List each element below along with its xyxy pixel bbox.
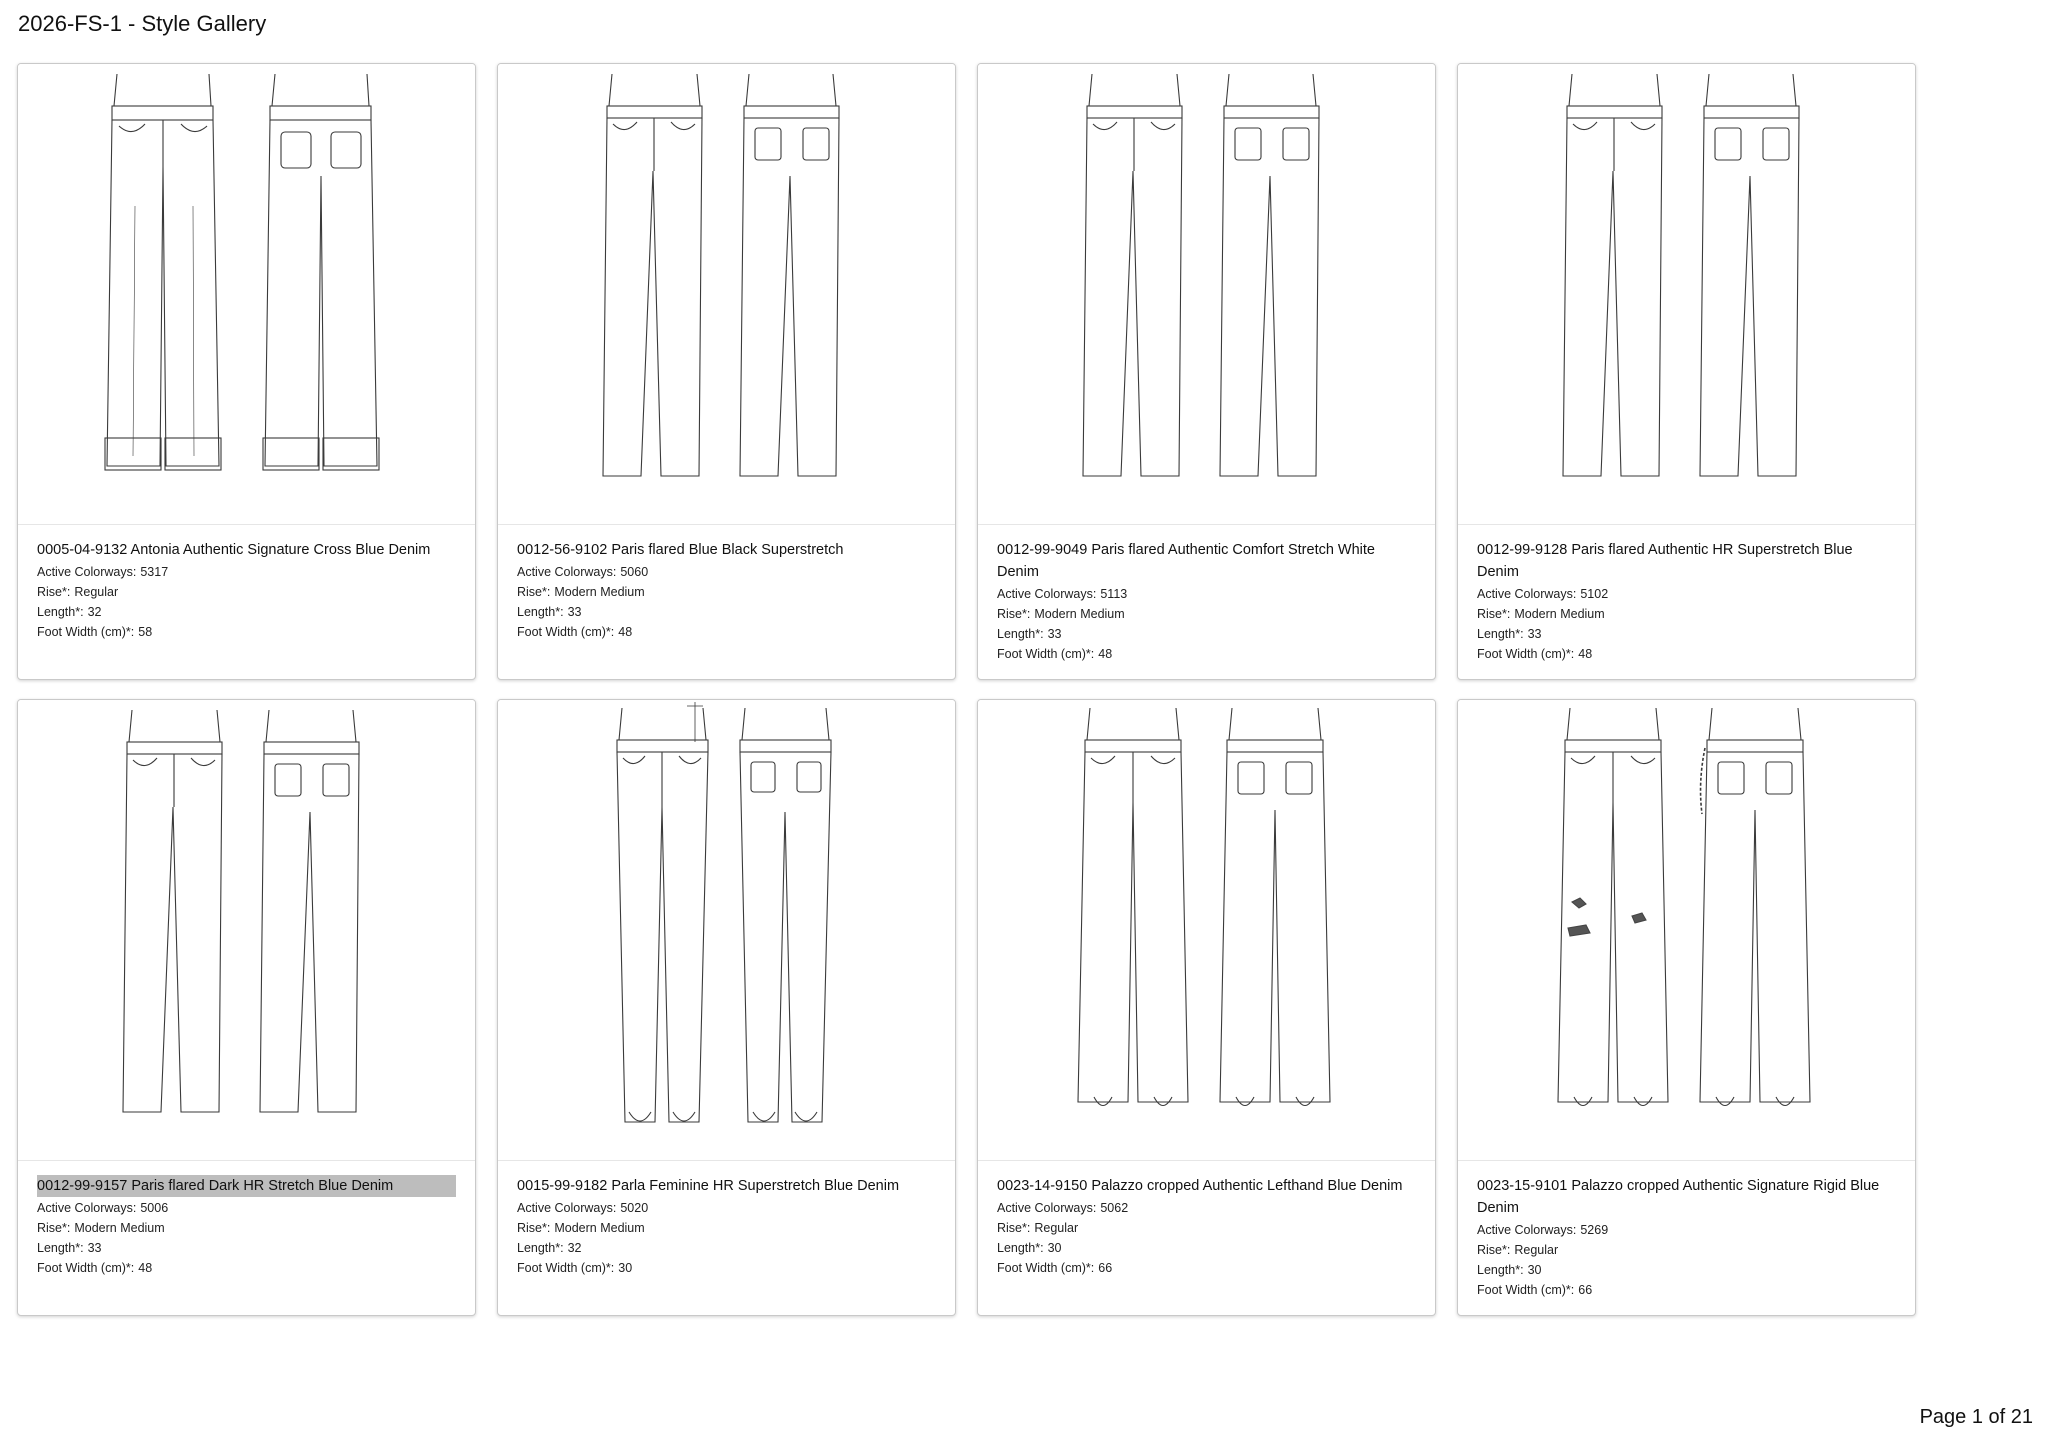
rise-label: Rise*:	[1477, 1243, 1511, 1257]
colorways-row	[517, 562, 936, 582]
style-card[interactable]	[497, 63, 956, 680]
length-label: Length*:	[517, 605, 564, 619]
flared-jeans-sketch	[117, 702, 377, 1158]
style-title[interactable]: 0015-99-9182 Parla Feminine HR Superstretch Blue Denim	[517, 1178, 900, 1194]
colorways-row	[997, 584, 1416, 604]
colorways-value: 5060	[620, 565, 649, 579]
colorways-value: 5006	[140, 1201, 169, 1215]
length-label: Length*:	[37, 605, 84, 619]
style-image[interactable]	[18, 700, 475, 1161]
back-view	[1220, 74, 1319, 476]
rise-row	[37, 582, 456, 602]
style-gallery-grid	[17, 63, 1916, 1316]
foot-width-label: Foot Width (cm)*:	[997, 1261, 1095, 1275]
length-row	[37, 1238, 456, 1258]
foot-width-label: Foot Width (cm)*:	[37, 625, 135, 639]
rise-row	[997, 604, 1416, 624]
length-row	[997, 624, 1416, 644]
colorways-row	[1477, 584, 1896, 604]
rise-row	[517, 582, 936, 602]
foot-width-row	[997, 1258, 1416, 1278]
front-view	[1558, 708, 1668, 1106]
length-label: Length*:	[1477, 1263, 1524, 1277]
length-label: Length*:	[37, 1241, 84, 1255]
colorways-value: 5269	[1580, 1223, 1609, 1237]
rise-value: Modern Medium	[74, 1221, 165, 1235]
rise-row	[1477, 604, 1896, 624]
style-image[interactable]	[978, 64, 1435, 525]
length-label: Length*:	[997, 627, 1044, 641]
style-image[interactable]	[498, 64, 955, 525]
length-row	[1477, 1260, 1896, 1280]
colorways-value: 5020	[620, 1201, 649, 1215]
style-card[interactable]	[497, 699, 956, 1316]
foot-width-row	[37, 1258, 456, 1278]
front-view	[1563, 74, 1662, 476]
back-view	[1700, 74, 1799, 476]
rise-value: Modern Medium	[554, 1221, 645, 1235]
length-row	[517, 1238, 936, 1258]
length-value: 33	[1527, 627, 1542, 641]
foot-width-label: Foot Width (cm)*:	[517, 625, 615, 639]
wide-cuffed-jeans-sketch	[97, 66, 397, 522]
colorways-label: Active Colorways:	[997, 1201, 1097, 1215]
colorways-label: Active Colorways:	[997, 587, 1097, 601]
style-card[interactable]	[17, 699, 476, 1316]
colorways-value: 5113	[1100, 587, 1128, 601]
length-value: 33	[567, 605, 582, 619]
length-value: 32	[567, 1241, 582, 1255]
style-info	[978, 1161, 1435, 1278]
foot-width-row	[997, 644, 1416, 664]
page-title: 2026-FS-1 - Style Gallery	[18, 11, 267, 36]
colorways-label: Active Colorways:	[1477, 1223, 1577, 1237]
foot-width-value: 48	[1578, 647, 1593, 661]
front-view	[617, 702, 708, 1122]
colorways-label: Active Colorways:	[517, 565, 617, 579]
foot-width-label: Foot Width (cm)*:	[517, 1261, 615, 1275]
foot-width-value: 66	[1578, 1283, 1593, 1297]
rise-value: Modern Medium	[1514, 607, 1605, 621]
back-view	[740, 708, 831, 1122]
length-value: 32	[87, 605, 102, 619]
flared-jeans-sketch	[1077, 66, 1337, 522]
foot-width-value: 48	[1098, 647, 1113, 661]
back-view	[263, 74, 379, 470]
rise-label: Rise*:	[1477, 607, 1511, 621]
style-title[interactable]: 0012-99-9128 Paris flared Authentic HR Superstretch Blue Denim	[1477, 542, 1853, 580]
front-view	[123, 710, 222, 1112]
colorways-label: Active Colorways:	[517, 1201, 617, 1215]
flared-jeans-sketch	[597, 66, 857, 522]
style-title[interactable]: 0012-99-9049 Paris flared Authentic Comfort Stretch White Denim	[997, 542, 1375, 580]
foot-width-label: Foot Width (cm)*:	[1477, 1283, 1575, 1297]
foot-width-row	[1477, 644, 1896, 664]
length-value: 33	[1047, 627, 1062, 641]
length-row	[997, 1238, 1416, 1258]
style-card[interactable]	[1457, 63, 1916, 680]
colorways-row	[517, 1198, 936, 1218]
style-card[interactable]	[977, 63, 1436, 680]
length-label: Length*:	[997, 1241, 1044, 1255]
front-view	[105, 74, 221, 470]
style-info	[978, 525, 1435, 664]
foot-width-label: Foot Width (cm)*:	[37, 1261, 135, 1275]
colorways-value: 5317	[140, 565, 169, 579]
rise-label: Rise*:	[37, 1221, 71, 1235]
colorways-label: Active Colorways:	[37, 565, 137, 579]
colorways-value: 5062	[1100, 1201, 1129, 1215]
length-row	[1477, 624, 1896, 644]
skinny-jeans-sketch	[607, 702, 847, 1158]
style-info	[18, 525, 475, 642]
rise-label: Rise*:	[37, 585, 71, 599]
back-view	[1220, 708, 1330, 1106]
style-info	[1458, 525, 1915, 664]
colorways-row	[37, 562, 456, 582]
style-image[interactable]	[978, 700, 1435, 1161]
rise-label: Rise*:	[997, 1221, 1031, 1235]
style-image[interactable]	[18, 64, 475, 525]
foot-width-label: Foot Width (cm)*:	[1477, 647, 1575, 661]
style-info	[1458, 1161, 1915, 1300]
rise-value: Modern Medium	[554, 585, 645, 599]
rise-row	[517, 1218, 936, 1238]
style-image[interactable]	[1458, 64, 1915, 525]
style-card[interactable]	[977, 699, 1436, 1316]
wide-leg-jeans-sketch	[1072, 702, 1342, 1158]
page-number: Page 1 of 21	[1919, 1406, 2033, 1428]
length-value: 30	[1047, 1241, 1062, 1255]
foot-width-value: 48	[138, 1261, 153, 1275]
style-info	[498, 525, 955, 642]
style-image[interactable]	[1458, 700, 1915, 1161]
length-value: 33	[87, 1241, 102, 1255]
style-info	[498, 1161, 955, 1278]
colorways-label: Active Colorways:	[1477, 587, 1577, 601]
foot-width-value: 30	[618, 1261, 633, 1275]
style-info	[18, 1161, 475, 1278]
foot-width-value: 58	[138, 625, 153, 639]
style-title-selected[interactable]: 0012-99-9157 Paris flared Dark HR Stretch Blue Denim	[37, 1175, 456, 1197]
rise-value: Regular	[74, 585, 119, 599]
rise-row	[997, 1218, 1416, 1238]
back-view	[740, 74, 839, 476]
colorways-label: Active Colorways:	[37, 1201, 137, 1215]
length-row	[37, 602, 456, 622]
colorways-row	[997, 1198, 1416, 1218]
foot-width-label: Foot Width (cm)*:	[997, 647, 1095, 661]
length-label: Length*:	[1477, 627, 1524, 641]
style-card[interactable]	[1457, 699, 1916, 1316]
rise-value: Regular	[1034, 1221, 1079, 1235]
colorways-value: 5102	[1580, 587, 1609, 601]
front-view	[603, 74, 702, 476]
rise-value: Modern Medium	[1034, 607, 1125, 621]
foot-width-value: 66	[1098, 1261, 1113, 1275]
length-row	[517, 602, 936, 622]
front-view	[1083, 74, 1182, 476]
back-view	[260, 710, 359, 1112]
foot-width-value: 48	[618, 625, 633, 639]
rise-label: Rise*:	[997, 607, 1031, 621]
back-view	[1700, 708, 1810, 1106]
style-title[interactable]: 0012-56-9102 Paris flared Blue Black Superstretch	[517, 542, 844, 558]
colorways-row	[37, 1198, 456, 1218]
front-view	[1078, 708, 1188, 1106]
distressed-wide-leg-jeans-sketch	[1552, 702, 1822, 1158]
style-image[interactable]	[498, 700, 955, 1161]
foot-width-row	[517, 1258, 936, 1278]
rise-row	[1477, 1240, 1896, 1260]
rise-value: Regular	[1514, 1243, 1559, 1257]
style-title[interactable]: 0005-04-9132 Antonia Authentic Signature Cross Blue Denim	[37, 542, 431, 558]
length-label: Length*:	[517, 1241, 564, 1255]
foot-width-row	[517, 622, 936, 642]
colorways-row	[1477, 1220, 1896, 1240]
rise-label: Rise*:	[517, 585, 551, 599]
style-title[interactable]: 0023-14-9150 Palazzo cropped Authentic Lefthand Blue Denim	[997, 1178, 1403, 1194]
foot-width-row	[37, 622, 456, 642]
rise-row	[37, 1218, 456, 1238]
flared-jeans-sketch	[1557, 66, 1817, 522]
foot-width-row	[1477, 1280, 1896, 1300]
length-value: 30	[1527, 1263, 1542, 1277]
rise-label: Rise*:	[517, 1221, 551, 1235]
style-title[interactable]: 0023-15-9101 Palazzo cropped Authentic Signature Rigid Blue Denim	[1477, 1178, 1880, 1216]
style-card[interactable]	[17, 63, 476, 680]
